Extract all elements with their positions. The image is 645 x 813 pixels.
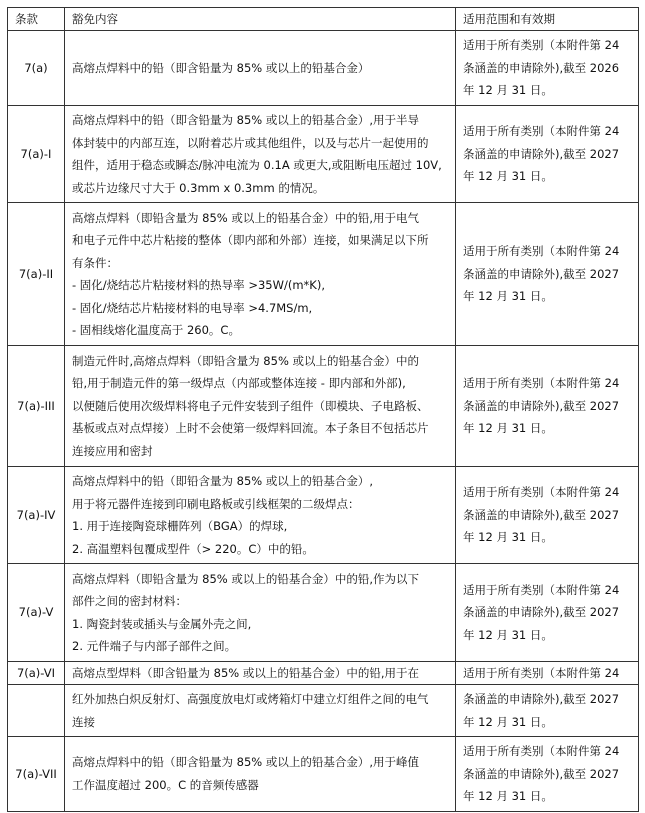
row-category: 7(a)-I — [8, 106, 65, 203]
row-category: 7(a)-V — [8, 564, 65, 662]
row-content — [65, 31, 456, 106]
scope-line: 条涵盖的申请除外),截至 2027 — [463, 398, 620, 413]
row-category: 7(a)-VII — [8, 737, 65, 812]
scope-line: 条涵盖的申请除外),截至 2027 — [463, 266, 620, 281]
content-line: 1. 陶瓷封装或插头与金属外壳之间, — [72, 616, 252, 631]
row-category: 7(a) — [8, 31, 65, 106]
content-line: 和电子元件中芯片粘接的整体（即内部和外部）连接，如果满足以下所 — [72, 233, 429, 247]
scope-line: 年 12 月 31 日。 — [463, 530, 553, 545]
row-category: 7(a)-II — [8, 203, 65, 346]
content-line: 体封装中的内部互连，以附着芯片或其他组件，以及与芯片一起使用的 — [72, 135, 429, 150]
scope-line: 适用于所有类别（本附件第 24 — [463, 582, 620, 597]
scope-line: 条涵盖的申请除外),截至 2027 — [463, 146, 620, 161]
content-line: 基板或点对点焊接）上时不会使第一级焊料回流。本子条目不包括芯片 — [72, 421, 429, 436]
content-line: 或芯片边缘尺寸大于 0.3mm x 0.3mm 的情况。 — [72, 180, 325, 195]
scope-line: 适用于所有类别（本附件第 24 — [463, 376, 620, 391]
row-content — [65, 662, 456, 685]
scope-line: 适用于所有类别（本附件第 24 — [463, 124, 620, 139]
content-line: - 固化/烧结芯片粘接材料的电导率 >4.7MS/m, — [72, 300, 313, 315]
content-line: 铅,用于制造元件的第一级焊点（内部或整体连接 - 即内部和外部), — [72, 376, 406, 391]
row-scope — [456, 346, 639, 467]
scope-line: 条涵盖的申请除外),截至 2027 — [463, 692, 620, 706]
row-category — [8, 685, 65, 737]
row-content — [65, 346, 456, 467]
table-row — [8, 203, 639, 346]
row-content — [65, 685, 456, 737]
content-line: 制造元件时,高熔点焊料（即铅含量为 85% 或以上的铅基合金）中的 — [72, 353, 420, 368]
scope-line: 条涵盖的申请除外),截至 2027 — [463, 766, 620, 781]
scope-line: 年 12 月 31 日。 — [463, 169, 553, 184]
table-row — [8, 106, 639, 203]
row-scope — [456, 203, 639, 346]
exemption-table — [7, 7, 639, 812]
content-line: 2. 高温塑料包覆成型件（> 220。C）中的铅。 — [72, 541, 314, 556]
row-scope — [456, 31, 639, 106]
content-line: 红外加热白炽反射灯、高强度放电灯或烤箱灯中建立灯组件之间的电气 — [72, 692, 429, 706]
content-line: 用于将元器件连接到印刷电路板或引线框架的二级焊点： — [72, 496, 360, 511]
row-category: 7(a)-III — [8, 346, 65, 467]
content-line: 高熔点焊料中的铅（即铅含量为 85% 或以上的铅基合金）, — [72, 474, 374, 488]
content-line: 高熔点焊料中的铅（即含铅量为 85% 或以上的铅基合金） — [72, 60, 370, 75]
scope-line: 年 12 月 31 日。 — [463, 83, 553, 98]
row-scope — [456, 662, 639, 685]
scope-line: 条涵盖的申请除外),截至 2026 — [463, 60, 620, 75]
scope-line: 条涵盖的申请除外),截至 2027 — [463, 507, 620, 522]
scope-line: 适用于所有类别（本附件第 24 — [463, 666, 620, 680]
content-line: 2. 元件端子与内部子部件之间。 — [72, 639, 237, 653]
row-content — [65, 564, 456, 662]
content-line: 工作温度超过 200。C 的音频传感器 — [72, 777, 259, 792]
table-row — [8, 31, 639, 106]
row-category: 7(a)-IV — [8, 467, 65, 564]
row-scope — [456, 737, 639, 812]
table-row — [8, 662, 639, 685]
content-line: 连接应用和密封 — [72, 443, 153, 458]
content-line: 有条件： — [72, 255, 118, 270]
row-category: 7(a)-VI — [8, 662, 65, 685]
table-row — [8, 564, 639, 662]
header-scope: 适用范围和有效期 — [456, 8, 639, 31]
scope-line: 年 12 月 31 日。 — [463, 421, 553, 436]
scope-line: 年 12 月 31 日。 — [463, 289, 553, 304]
table-header-row — [8, 8, 639, 31]
row-content — [65, 737, 456, 812]
table-row — [8, 346, 639, 467]
content-line: 部件之间的密封材料： — [72, 594, 187, 608]
content-line: 高熔点焊料（即铅含量为 85% 或以上的铅基合金）中的铅,作为以下 — [72, 571, 420, 586]
row-scope — [456, 685, 639, 737]
content-line: 高熔点焊料（即铅含量为 85% 或以上的铅基合金）中的铅,用于电气 — [72, 210, 420, 225]
row-content — [65, 203, 456, 346]
content-line: - 固相线熔化温度高于 260。C。 — [72, 323, 240, 337]
content-line: 1. 用于连接陶瓷球栅阵列（BGA）的焊球, — [72, 519, 288, 533]
row-scope — [456, 106, 639, 203]
scope-line: 条涵盖的申请除外),截至 2027 — [463, 605, 620, 620]
content-line: 高熔点型焊料（即含铅量为 85% 或以上的铅基合金）中的铅,用于在 — [72, 666, 420, 680]
content-line: - 固化/烧结芯片粘接材料的热导率 >35W/(m*K), — [72, 278, 325, 292]
table-row — [8, 737, 639, 812]
row-content — [65, 467, 456, 564]
scope-line: 年 12 月 31 日。 — [463, 714, 553, 729]
header-category: 条款 — [8, 8, 65, 31]
scope-line: 适用于所有类别（本附件第 24 — [463, 485, 620, 500]
header-content: 豁免内容 — [65, 8, 456, 31]
row-content — [65, 106, 456, 203]
row-scope — [456, 564, 639, 662]
scope-line: 年 12 月 31 日。 — [463, 627, 553, 642]
content-line: 组件，适用于稳态或瞬态/脉冲电流为 0.1A 或更大,或阻断电压超过 10V, — [72, 158, 442, 172]
scope-line: 适用于所有类别（本附件第 24 — [463, 744, 620, 758]
content-line: 高熔点焊料中的铅（即含铅量为 85% 或以上的铅基合金）,用于峰值 — [72, 755, 420, 770]
scope-line: 适用于所有类别（本附件第 24 — [463, 38, 620, 53]
content-line: 连接 — [72, 714, 95, 729]
table-row — [8, 685, 639, 737]
scope-line: 年 12 月 31 日。 — [463, 789, 553, 803]
scope-line: 适用于所有类别（本附件第 24 — [463, 244, 620, 259]
content-line: 高熔点焊料中的铅（即含铅量为 85% 或以上的铅基合金）,用于半导 — [72, 113, 420, 127]
table-row — [8, 467, 639, 564]
content-line: 以便随后使用次级焊料将电子元件安装到子组件（即模块、子电路板、 — [72, 398, 429, 413]
row-scope — [456, 467, 639, 564]
